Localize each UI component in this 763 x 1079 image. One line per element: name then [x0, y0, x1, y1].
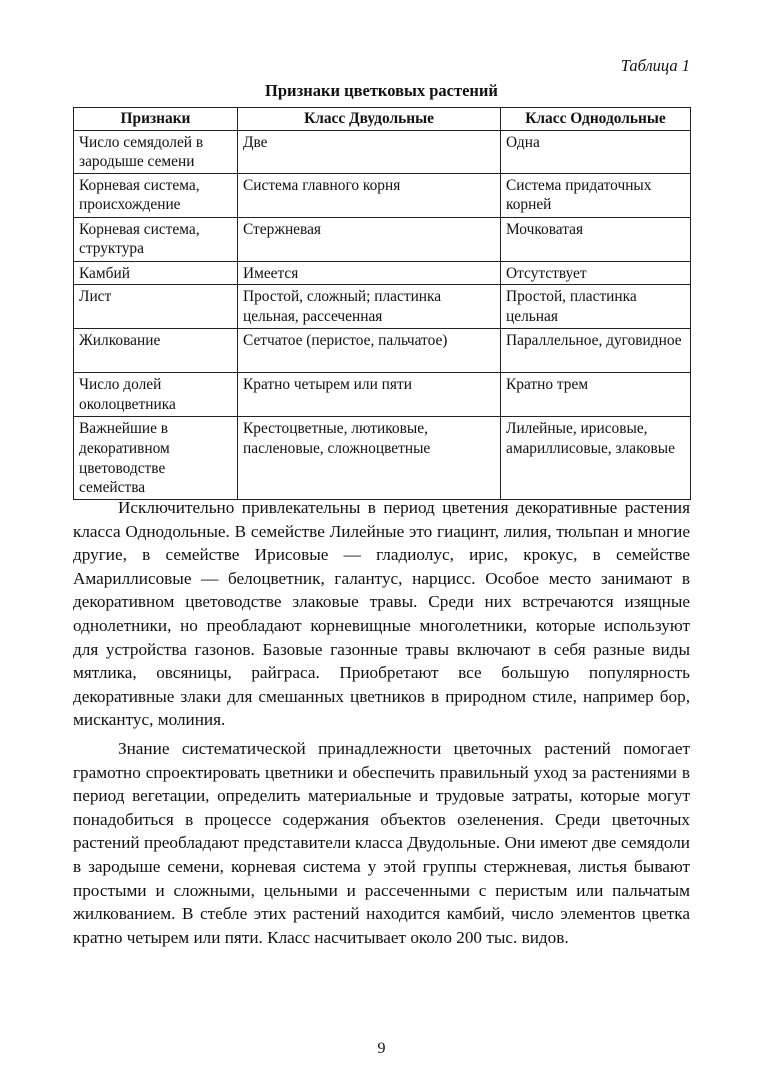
table-row	[74, 285, 691, 329]
table-row	[74, 417, 691, 499]
table-row	[74, 217, 691, 261]
table-cell: Сетчатое (перистое, пальчатое)	[238, 329, 501, 373]
paragraph: Знание систематической принадлежности цветочных растений помогает грамотно спроектировать цветники и обеспечить правильный уход за растениями в период вегетации, определить материальные и трудовые затраты, которые могут понадобиться в процессе содержания объектов озеленения. Среди цветочных растений преобладают представители класса Двудольные. Они имеют две семядоли в зародыше семени, корневая система у этой группы стержневая, листья бывают простыми и сложными, цельными и рассеченными с перистым или пальчатым жилкованием. В стебле этих растений находится камбий, число элементов цветка кратно четырем или пяти. Класс насчитывает около 200 тыс. видов.	[73, 738, 690, 947]
table-row	[74, 373, 691, 417]
table-cell: Кратно трем	[501, 373, 691, 417]
body-text	[73, 496, 690, 954]
table-cell: Лилейные, ирисовые, амариллисовые, злаковые	[501, 417, 691, 499]
table-cell: Система придаточных корней	[501, 173, 691, 217]
table-cell: Лист	[74, 285, 238, 329]
paragraph: Исключительно привлекательны в период цветения декоративные растения класса Однодольные. В семействе Лилейные это гиацинт, лилия, тюльпан и многие другие, в семействе Ирисовые — гладиолус, ирис, крокус, в семействе Амариллисовые — белоцветник, галантус, нарцисс. Особое место занимают в декоративном цветоводстве злаковые травы. Среди них встречаются изящные однолетники, но преобладают корневищные многолетники, которые используют для устройства газонов. Базовые газонные травы включают в себя разные виды мятлика, овсяницы, райграса. Приобретают все большую популярность декоративные злаки для смешанных цветников в природном стиле, например бор, мискантус, молиния.	[73, 498, 690, 730]
table-row	[74, 329, 691, 373]
table-cell: Система главного корня	[238, 173, 501, 217]
table-row	[74, 130, 691, 173]
table-cell: Важнейшие в декоративном цветоводстве семейства	[74, 417, 238, 499]
table-cell: Кратно четырем или пяти	[238, 373, 501, 417]
table-cell: Корневая система, происхождение	[74, 173, 238, 217]
table-label: Таблица 1	[620, 56, 690, 75]
table-cell: Имеется	[238, 261, 501, 285]
table-row	[74, 173, 691, 217]
table-header-cell: Класс Двудольные	[238, 108, 501, 131]
table-cell: Жилкование	[74, 329, 238, 373]
traits-table	[73, 107, 691, 500]
table-cell: Число семядолей в зародыше семени	[74, 130, 238, 173]
table-title: Признаки цветковых растений	[265, 81, 498, 100]
table-cell: Простой, пластинка цельная	[501, 285, 691, 329]
table-cell: Крестоцветные, лютиковые, пасленовые, сложноцветные	[238, 417, 501, 499]
table-cell: Одна	[501, 130, 691, 173]
table-header-row	[74, 108, 691, 131]
table-header-cell: Признаки	[74, 108, 238, 131]
table-cell: Мочковатая	[501, 217, 691, 261]
table-cell: Корневая система, структура	[74, 217, 238, 261]
table-row	[74, 261, 691, 285]
table-cell: Две	[238, 130, 501, 173]
table-cell: Число долей околоцветника	[74, 373, 238, 417]
table-cell: Стержневая	[238, 217, 501, 261]
table-cell: Отсутствует	[501, 261, 691, 285]
table-cell: Простой, сложный; пластинка цельная, рассеченная	[238, 285, 501, 329]
table-cell: Камбий	[74, 261, 238, 285]
table-cell: Параллельное, дуговидное	[501, 329, 691, 373]
page-number: 9	[377, 1040, 386, 1057]
table-header-cell: Класс Однодольные	[501, 108, 691, 131]
